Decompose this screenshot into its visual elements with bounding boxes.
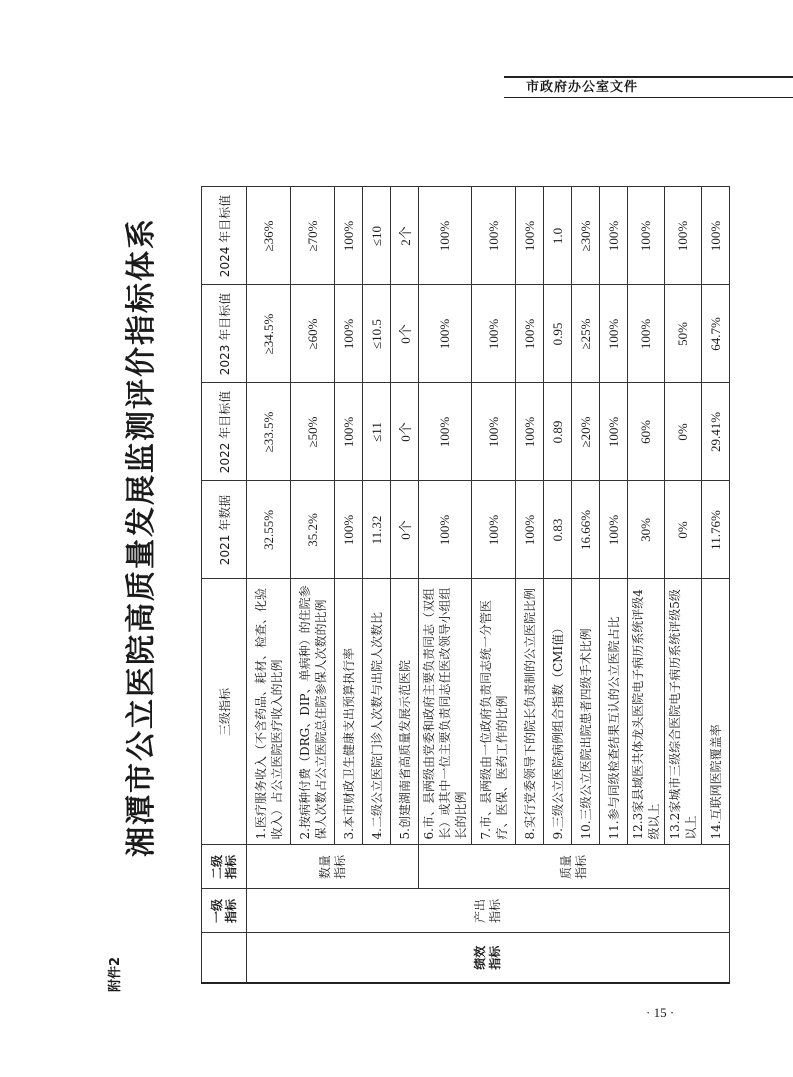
- group-quantity: 数量 指标: [247, 845, 419, 889]
- header-level2: 二级 指标: [202, 845, 247, 889]
- value-y2023: 100%: [516, 285, 544, 383]
- value-y2023: 100%: [472, 285, 516, 383]
- value-y2021: 100%: [419, 481, 472, 579]
- value-y2022: ≥33.5%: [247, 383, 291, 481]
- page-title: 湘潭市公立医院高质量发展监测评价指标体系: [124, 217, 159, 857]
- value-y2022: 29.41%: [702, 383, 730, 481]
- value-y2021: 30%: [628, 481, 665, 579]
- value-y2023: ≥60%: [291, 285, 335, 383]
- value-y2022: 100%: [335, 383, 363, 481]
- value-y2024: 100%: [419, 187, 472, 285]
- table-row: [247, 187, 291, 983]
- value-y2021: 11.32: [363, 481, 391, 579]
- page-number: · 15 ·: [646, 1005, 675, 1020]
- value-y2023: 0个: [391, 285, 419, 383]
- value-y2021: 16.66%: [572, 481, 600, 579]
- value-y2024: 100%: [335, 187, 363, 285]
- value-y2021: 35.2%: [291, 481, 335, 579]
- value-y2023: ≥25%: [572, 285, 600, 383]
- indicator-text: 8.实行党委领导下的院长负责制的公立医院比例: [516, 579, 544, 845]
- header-2022: 2022 年目标值: [202, 383, 247, 481]
- value-y2021: 100%: [600, 481, 628, 579]
- value-y2024: 100%: [516, 187, 544, 285]
- header-level1: 一级 指标: [202, 889, 247, 933]
- value-y2024: ≥70%: [291, 187, 335, 285]
- value-y2021: 0%: [665, 481, 702, 579]
- table-row: [419, 187, 472, 983]
- value-y2023: 100%: [600, 285, 628, 383]
- value-y2023: 100%: [628, 285, 665, 383]
- value-y2022: ≥50%: [291, 383, 335, 481]
- value-y2023: ≤10.5: [363, 285, 391, 383]
- header-2023: 2023 年目标值: [202, 285, 247, 383]
- indicator-text: 4.二级公立医院门诊人次数与出院人次数比: [363, 579, 391, 845]
- value-y2023: 64.7%: [702, 285, 730, 383]
- value-y2022: 60%: [628, 383, 665, 481]
- value-y2021: 100%: [472, 481, 516, 579]
- attachment-label: 附件2: [108, 956, 123, 992]
- value-y2023: ≥34.5%: [247, 285, 291, 383]
- value-y2024: 100%: [702, 187, 730, 285]
- indicator-text: 3.本市财政卫生健康支出预算执行率: [335, 579, 363, 845]
- value-y2022: 0.89: [544, 383, 572, 481]
- header-label: 市政府办公室文件: [526, 80, 639, 95]
- value-y2024: 2个: [391, 187, 419, 285]
- indicator-text: 5.创建湖南省高质量发展示范医院: [391, 579, 419, 845]
- value-y2022: 100%: [472, 383, 516, 481]
- value-y2024: ≥36%: [247, 187, 291, 285]
- value-y2021: 0.83: [544, 481, 572, 579]
- header-cell-blank: [202, 933, 247, 983]
- indicator-text: 2.按病种付费（DRG、DIP、单病种）的住院参保人次数占公立医院总住院参保人次数的比例: [291, 579, 335, 845]
- value-y2022: ≥20%: [572, 383, 600, 481]
- group-quality: 质量 指标: [419, 845, 730, 889]
- indicator-text: 9.三级公立医院病例组合指数（CMI值）: [544, 579, 572, 845]
- value-y2022: 100%: [516, 383, 544, 481]
- value-y2022: 0个: [391, 383, 419, 481]
- table-header-row: [202, 187, 247, 983]
- value-y2023: 0.95: [544, 285, 572, 383]
- indicator-text: 1.医疗服务收入（不含药品、耗材、检查、化验收入）占公立医院医疗收入的比例: [247, 579, 291, 845]
- group-performance: 绩效 指标: [247, 933, 730, 983]
- group-output: 产出 指标: [247, 889, 730, 933]
- indicator-text: 13.2家城市三级综合医院电子病历系统评级5级以上: [665, 579, 702, 845]
- value-y2021: 32.55%: [247, 481, 291, 579]
- indicator-text: 12.3家县域医共体龙头医院电子病历系统评级4级以上: [628, 579, 665, 845]
- value-y2022: ≤11: [363, 383, 391, 481]
- value-y2024: ≤10: [363, 187, 391, 285]
- value-y2023: 100%: [419, 285, 472, 383]
- indicator-text: 14.互联网医院覆盖率: [702, 579, 730, 845]
- header-2024: 2024 年目标值: [202, 187, 247, 285]
- value-y2022: 100%: [419, 383, 472, 481]
- indicator-text: 6.市、县两级由党委和政府主要负责同志（双组长）或其中一位主要负责同志任医改领导小组组长的比例: [419, 579, 472, 845]
- value-y2021: 11.76%: [702, 481, 730, 579]
- value-y2024: 100%: [628, 187, 665, 285]
- indicator-table: [201, 187, 730, 985]
- indicator-text: 11.参与同级检查结果互认的公立医院占比: [600, 579, 628, 845]
- value-y2024: 100%: [472, 187, 516, 285]
- value-y2021: 0个: [391, 481, 419, 579]
- value-y2022: 0%: [665, 383, 702, 481]
- value-y2024: 100%: [600, 187, 628, 285]
- value-y2024: ≥30%: [572, 187, 600, 285]
- value-y2024: 100%: [665, 187, 702, 285]
- value-y2024: 1.0: [544, 187, 572, 285]
- value-y2021: 100%: [335, 481, 363, 579]
- value-y2021: 100%: [516, 481, 544, 579]
- value-y2023: 100%: [335, 285, 363, 383]
- header-2021: 2021 年数据: [202, 481, 247, 579]
- value-y2022: 100%: [600, 383, 628, 481]
- indicator-text: 7.市、县两级由一位政府负责同志统一分管医疗、医保、医药工作的比例: [472, 579, 516, 845]
- value-y2023: 50%: [665, 285, 702, 383]
- header-level3: 三级指标: [202, 579, 247, 845]
- indicator-text: 10.三级公立医院出院患者四级手术比例: [572, 579, 600, 845]
